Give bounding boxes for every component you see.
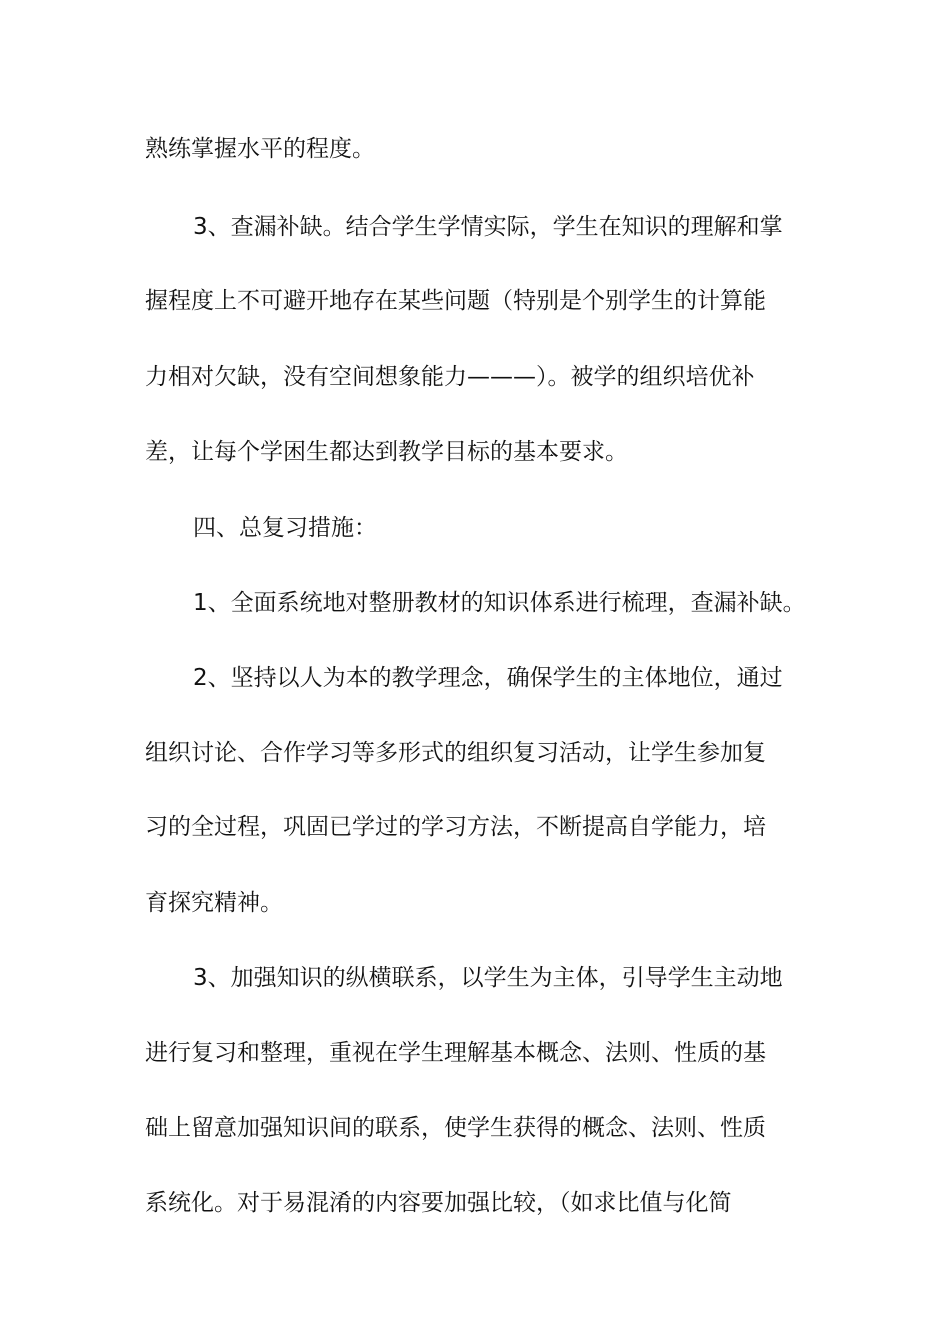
text-line: 3、查漏补缺。结合学生学情实际，学生在知识的理解和掌: [193, 214, 783, 240]
text-line: 系统化。对于易混淆的内容要加强比较，（如求比值与化简: [145, 1190, 732, 1216]
text-line: 础上留意加强知识间的联系，使学生获得的概念、法则、性质: [145, 1115, 766, 1141]
section-heading: 四、总复习措施：: [193, 515, 377, 541]
text-line: 组织讨论、合作学习等多形式的组织复习活动，让学生参加复: [145, 740, 766, 766]
text-line: 育探究精神。: [145, 890, 283, 916]
text-line: 握程度上不可避开地存在某些问题（特别是个别学生的计算能: [145, 288, 766, 314]
text-line: 差，让每个学困生都达到教学目标的基本要求。: [145, 439, 628, 465]
text-line: 1、全面系统地对整册教材的知识体系进行梳理，查漏补缺。: [193, 590, 806, 616]
text-line: 进行复习和整理，重视在学生理解基本概念、法则、性质的基: [145, 1040, 766, 1066]
text-line: 力相对欠缺，没有空间想象能力———）。被学的组织培优补: [145, 364, 755, 390]
text-line: 熟练掌握水平的程度。: [145, 136, 375, 162]
text-line: 2、坚持以人为本的教学理念，确保学生的主体地位，通过: [193, 665, 783, 691]
text-line: 习的全过程，巩固已学过的学习方法，不断提高自学能力，培: [145, 814, 766, 840]
text-line: 3、加强知识的纵横联系，以学生为主体，引导学生主动地: [193, 965, 783, 991]
